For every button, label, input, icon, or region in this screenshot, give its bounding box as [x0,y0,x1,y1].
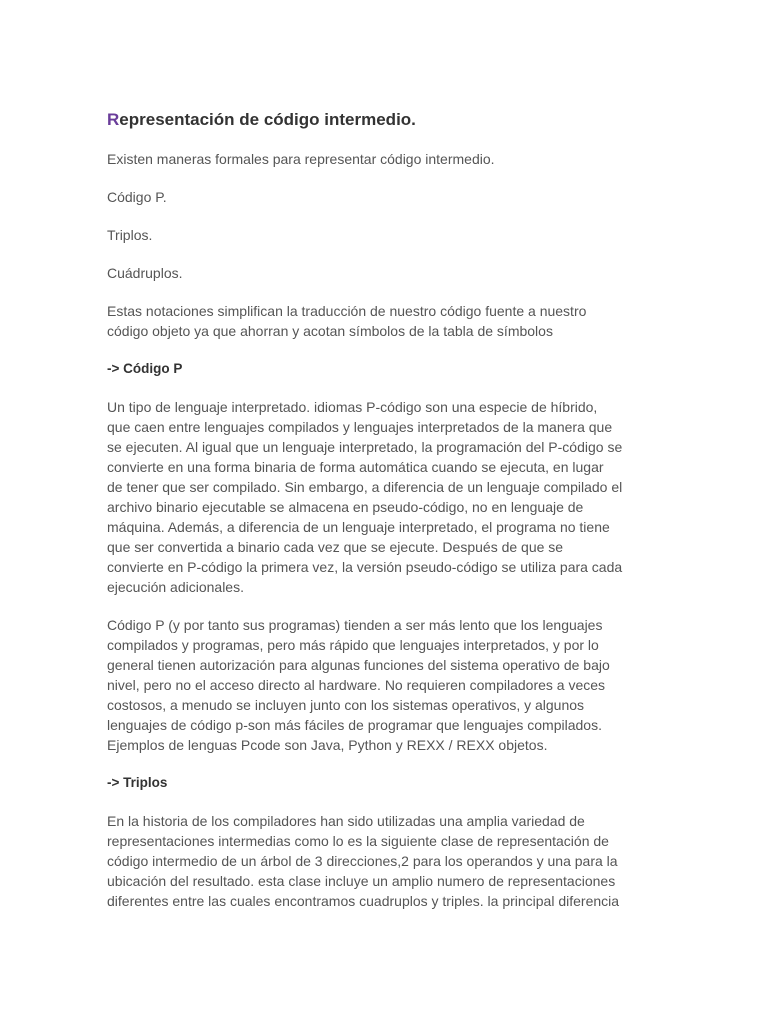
text-line: máquina. Además, a diferencia de un lenguaje interpretado, el programa no tiene [107,519,610,535]
text-line: nivel, pero no el acceso directo al hardware. No requieren compiladores a veces [107,677,606,693]
section-heading-triplos: -> Triplos [107,775,168,790]
text-line: convierte en una forma binaria de forma automática cuando se ejecuta, en lugar [107,459,604,475]
intro-paragraph: Existen maneras formales para representar código intermedio. [107,151,495,167]
text-line: general tienen autorización para algunas funciones del sistema operativo de bajo [107,657,610,673]
text-line: convierte en P-código la primera vez, la versión pseudo-código se utiliza para cada [107,559,623,575]
text-line: Un tipo de lenguaje interpretado. idiomas P-código son una especie de híbrido, [107,399,598,415]
list-item: Triplos. [107,227,153,243]
title-text: epresentación de código intermedio. [119,110,416,129]
document-body [107,109,707,929]
text-line: de tener que ser compilado. Sin embargo, a diferencia de un lenguaje compilado el [107,479,623,495]
text-line: que ser convertida a binario cada vez que se ejecute. Después de que se [107,539,564,555]
text-line: Ejemplos de lenguas Pcode son Java, Python y REXX / REXX objetos. [107,737,548,753]
document-title [107,109,707,131]
text-line: costosos, a menudo se incluyen junto con los sistemas operativos, y algunos [107,697,585,713]
list-item: Cuádruplos. [107,265,183,281]
text-line: código intermedio de un árbol de 3 direcciones,2 para los operandos y una para la [107,853,618,869]
triplos-paragraph [107,811,707,911]
text-line: código objeto ya que ahorran y acotan símbolos de la tabla de símbolos [107,323,553,339]
text-line: Código P (y por tanto sus programas) tienden a ser más lento que los lenguajes [107,617,603,633]
text-line: compilados y programas, pero más rápido que lenguajes interpretados, y por lo [107,637,599,653]
text-line: que caen entre lenguajes compilados y lenguajes interpretados de la manera que [107,419,613,435]
list-item: Código P. [107,189,167,205]
text-line: se ejecuten. Al igual que un lenguaje interpretado, la programación del P-código se [107,439,623,455]
text-line: lenguajes de código p-son más fáciles de programar que lenguajes compilados. [107,717,602,733]
text-line: ubicación del resultado. esta clase incluye un amplio numero de representaciones [107,873,616,889]
summary-paragraph [107,301,707,341]
text-line: archivo binario ejecutable se almacena en pseudo-código, no en lenguaje de [107,499,584,515]
text-line: ejecución adicionales. [107,579,244,595]
section-heading-codigo-p: -> Código P [107,361,183,376]
codigo-p-paragraph-2 [107,615,707,755]
text-line: representaciones intermedias como lo es la siguiente clase de representación de [107,833,609,849]
text-line: diferentes entre las cuales encontramos cuadruplos y triples. la principal diferencia [107,893,620,909]
text-line: En la historia de los compiladores han sido utilizadas una amplia variedad de [107,813,585,829]
text-line: Estas notaciones simplifican la traducción de nuestro código fuente a nuestro [107,303,587,319]
title-initial: R [107,110,120,129]
codigo-p-paragraph-1 [107,397,707,597]
